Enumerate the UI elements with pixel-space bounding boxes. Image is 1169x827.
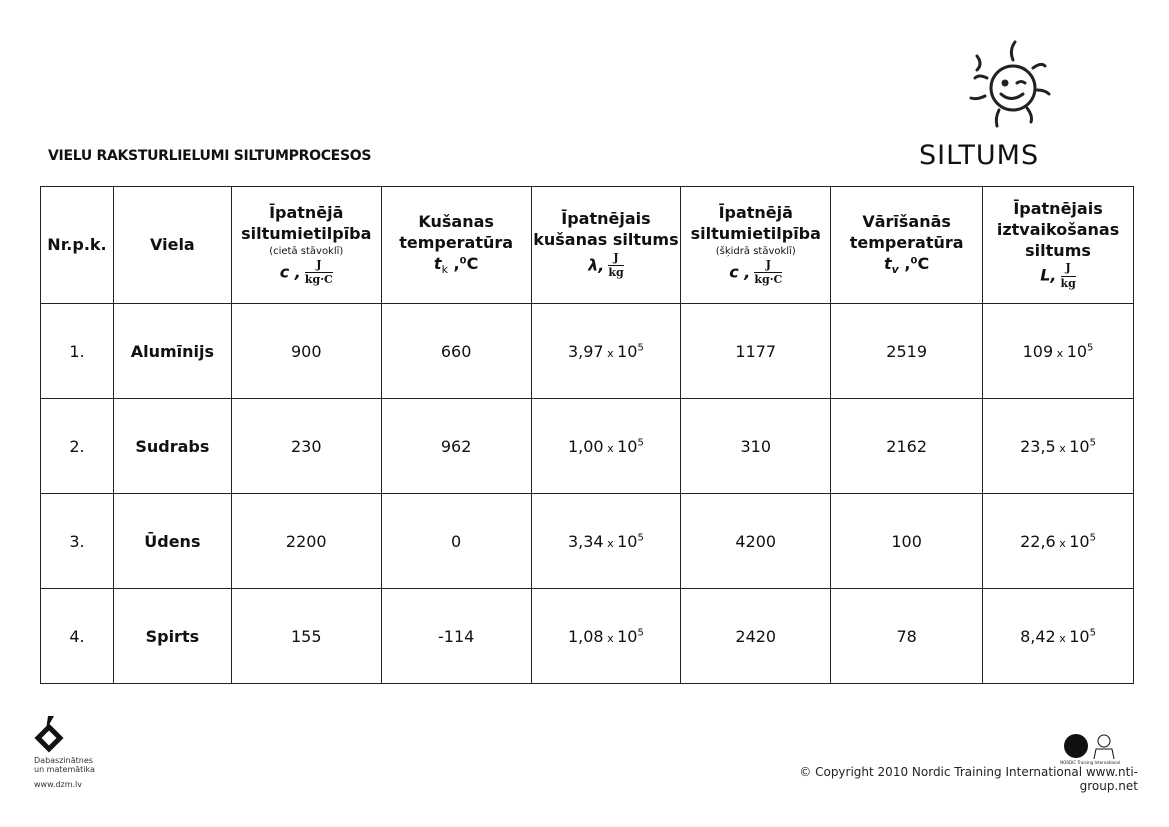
cell-L: 23,5 x $10^5$ xyxy=(983,399,1134,494)
table-row xyxy=(41,589,1134,684)
cell-nr: 3. xyxy=(41,494,114,589)
cell-tk: 660 xyxy=(381,304,531,399)
cell-tk: 0 xyxy=(381,494,531,589)
cell-L: 22,6 x $10^5$ xyxy=(983,494,1134,589)
cell-lambda: 1,08 x $10^5$ xyxy=(531,589,681,684)
cell-c-liquid: 2420 xyxy=(681,589,831,684)
cell-nr: 1. xyxy=(41,304,114,399)
table-row xyxy=(41,494,1134,589)
cell-lambda: 1,00 x $10^5$ xyxy=(531,399,681,494)
cell-tv: 100 xyxy=(831,494,983,589)
logo-text: SILTUMS xyxy=(919,140,1040,171)
cell-c-liquid: 1177 xyxy=(681,304,831,399)
header-viela: Viela xyxy=(113,187,231,304)
cell-L: 8,42 x $10^5$ xyxy=(983,589,1134,684)
nti-logo-icon xyxy=(1064,733,1120,759)
header-nr: Nr.p.k. xyxy=(41,187,114,304)
copyright: © Copyright 2010 Nordic Training International www.nti-group.net xyxy=(799,765,1138,793)
cell-lambda: 3,34 x $10^5$ xyxy=(531,494,681,589)
cell-lambda: 3,97 x $10^5$ xyxy=(531,304,681,399)
cell-viela: Spirts xyxy=(113,589,231,684)
page-title: VIELU RAKSTURLIELUMI SILTUMPROCESOS xyxy=(48,148,372,164)
cell-c-solid: 230 xyxy=(231,399,381,494)
nti-footer xyxy=(786,733,1138,793)
cell-nr: 4. xyxy=(41,589,114,684)
nti-logo: NORDIC Training International xyxy=(786,733,1120,765)
dzm-logo xyxy=(34,714,104,789)
cell-viela: Ūdens xyxy=(113,494,231,589)
dzm-url: www.dzm.lv xyxy=(34,780,83,789)
cell-c-solid: 900 xyxy=(231,304,381,399)
table-row xyxy=(41,304,1134,399)
header-L: Īpatnējais iztvaikošanas siltums L, $\frac{J}{kg}$ xyxy=(983,187,1134,304)
header-lambda: Īpatnējais kušanas siltums λ, $\frac{J}{kg}$ xyxy=(531,187,681,304)
cell-c-solid: 2200 xyxy=(231,494,381,589)
cell-viela: Sudrabs xyxy=(113,399,231,494)
header-tk: Kušanas temperatūra $t_k$ ,⁰C xyxy=(381,187,531,304)
header-row xyxy=(41,187,1134,304)
cell-c-liquid: 310 xyxy=(681,399,831,494)
header-c-solid: Īpatnējā siltumietilpība (cietā stāvoklī) c , $\frac{J}{kg\cdot C}$ xyxy=(231,187,381,304)
cell-tv: 2162 xyxy=(831,399,983,494)
cell-tv: 2519 xyxy=(831,304,983,399)
properties-table xyxy=(40,186,1134,684)
dzm-logo-icon xyxy=(34,714,64,754)
header-c-liquid: Īpatnējā siltumietilpība (šķidrā stāvoklī) c , $\frac{J}{kg\cdot C}$ xyxy=(681,187,831,304)
header-tv: Vārīšanās temperatūra $t_v$ ,⁰C xyxy=(831,187,983,304)
cell-tv: 78 xyxy=(831,589,983,684)
cell-c-liquid: 4200 xyxy=(681,494,831,589)
cell-tk: 962 xyxy=(381,399,531,494)
cell-c-solid: 155 xyxy=(231,589,381,684)
dzm-name: Dabaszinātnes un matemātika xyxy=(34,756,95,774)
cell-viela: Alumīnijs xyxy=(113,304,231,399)
table-row xyxy=(41,399,1134,494)
cell-nr: 2. xyxy=(41,399,114,494)
cell-L: 109 x $10^5$ xyxy=(983,304,1134,399)
cell-tk: -114 xyxy=(381,589,531,684)
